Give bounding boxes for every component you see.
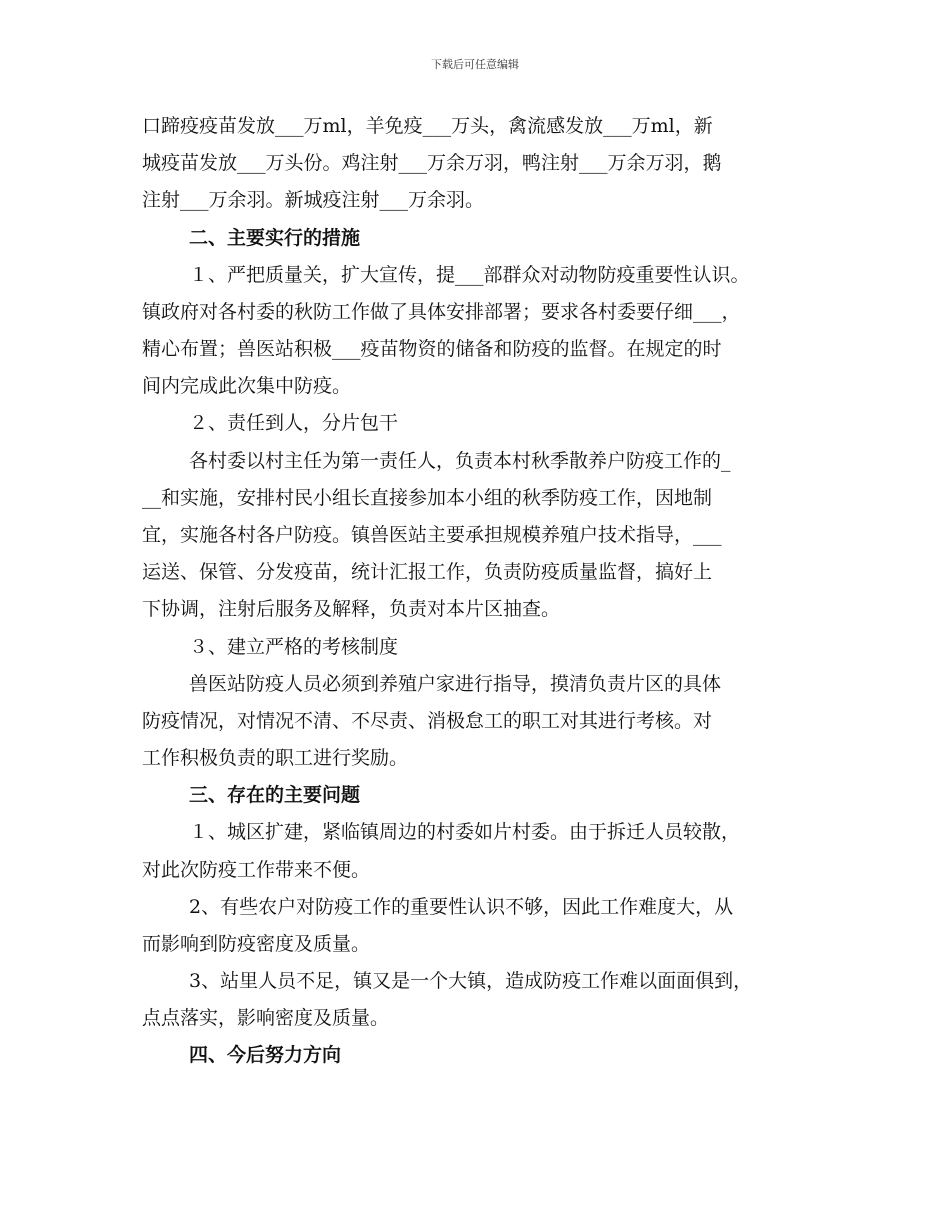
text-line: 2、有些农户对防疫工作的重要性认识不够，因此工作难度大，从 [189,896,734,918]
text-line: 而影响到防疫密度及质量。 [142,933,371,955]
text-line: 各村委以村主任为第一责任人，负责本村秋季散养户防疫工作的_ [189,450,731,472]
text-line: 防疫情况，对情况不清、不尽责、消极怠工的职工对其进行考核。对 [142,710,713,732]
subheading: ３、建立严格的考核制度 [189,636,399,658]
section-heading: 四、今后努力方向 [189,1044,342,1066]
subheading: ２、责任到人，分片包干 [189,412,399,434]
text-line: 下协调，注射后服务及解释，负责对本片区抽查。 [142,598,561,620]
text-line: 城疫苗发放___万头份。鸡注射___万余万羽，鸭注射___万余万羽，鹅 [142,152,722,174]
text-line: 运送、保管、分发疫苗，统计汇报工作，负责防疫质量监督，搞好上 [142,561,713,583]
text-line: 精心布置；兽医站积极___疫苗物资的储备和防疫的监督。在规定的时 [142,338,722,360]
text-line: １、严把质量关，扩大宣传，提___部群众对动物防疫重要性认识。 [189,264,750,286]
text-line: 点点落实，影响密度及质量。 [142,1007,390,1029]
page-header: 下载后可任意编辑 [431,58,519,71]
text-line: １、城区扩建，紧临镇周边的村委如片村委。由于拆迁人员较散， [189,821,741,843]
section-heading: 三、存在的主要问题 [189,784,361,806]
section-heading: 二、主要实行的措施 [189,227,361,249]
text-line: 宜，实施各村各户防疫。镇兽医站主要承担规模养殖户技术指导，___ [142,524,722,546]
text-line: 口蹄疫疫苗发放___万ml，羊免疫___万头，禽流感发放___万ml，新 [142,115,713,137]
text-line: 3、站里人员不足，镇又是一个大镇，造成防疫工作难以面面俱到， [189,970,753,992]
text-line: 工作积极负责的职工进行奖励。 [142,747,409,769]
text-line: __和实施，安排村民小组长直接参加本小组的秋季防疫工作，因地制 [142,487,713,509]
text-line: 对此次防疫工作带来不便。 [142,859,371,881]
text-line: 镇政府对各村委的秋防工作做了具体安排部署；要求各村委要仔细___， [142,301,741,323]
text-line: 注射___万余羽。新城疫注射___万余羽。 [142,189,485,211]
text-line: 兽医站防疫人员必须到养殖户家进行指导，摸清负责片区的具体 [189,673,722,695]
text-line: 间内完成此次集中防疫。 [142,375,352,397]
